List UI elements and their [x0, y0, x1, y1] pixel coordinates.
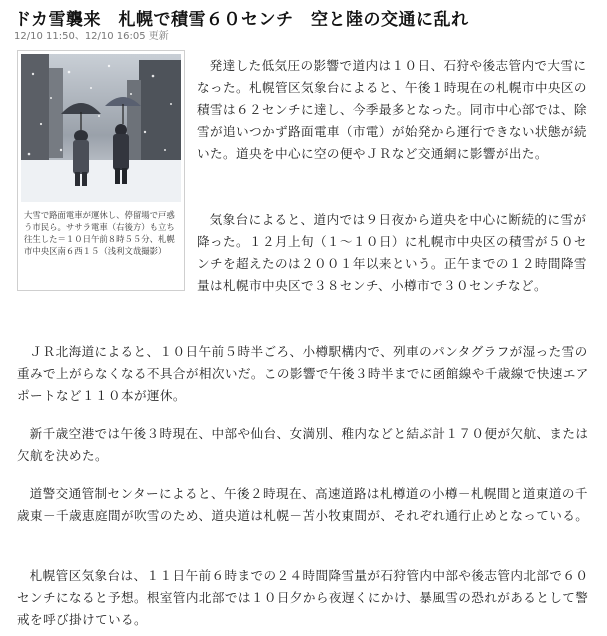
photo-figure — [17, 50, 185, 291]
photo-caption: 大雪で路面電車が運休し、停留場で戸惑う市民ら。ササラ電車（右後方）も立ち往生した＝１０日午前８時５５分、札幌市中央区南６西１５（浅利文哉撮影） — [24, 210, 175, 256]
paragraph-5: 道警交通管制センターによると、午後２時現在、高速道路は札樽道の小樽－札幌間と道東道の千歳東－千歳恵庭間が吹雪のため、道央道は札幌－苫小牧東間が、それぞれ通行止めとなっている。 — [17, 486, 589, 523]
photo-illustration — [21, 54, 181, 202]
article-timestamp: 12/10 11:50、12/10 16:05 更新 — [14, 31, 169, 42]
paragraph-6: 札幌管区気象台は、１１日午前６時までの２４時間降雪量が石狩管内中部や後志管内北部で６０センチになると予想。根室管内北部では１０日夕から夜遅くにかけ、暴風雪の恐れがあるとして警戒を呼び掛けている。 — [17, 568, 589, 627]
article-headline: ドカ雪襲来 札幌で積雪６０センチ 空と陸の交通に乱れ — [14, 10, 469, 30]
paragraph-1: 発達した低気圧の影響で道内は１０日、石狩や後志管内で大雪になった。札幌管区気象台によると、午後１時現在の札幌市中央区の積雪は６２センチに達し、今季最多となった。同市中心部では、除雪が追いつかず路面電車（市電）が始発から運行できない状態が続いた。道央を中心に空の便やＪＲなど交通網に影響が出た。 — [197, 58, 587, 161]
paragraph-2: 気象台によると、道内では９日夜から道央を中心に断続的に雪が降った。１２月上旬（１～１０日）に札幌市中央区の積雪が５０センチを超えたのは２００１年以来という。正午までの１２時間降雪量は札幌市中央区で３８センチ、小樽市で３０センチなど。 — [197, 212, 587, 293]
paragraph-3: ＪＲ北海道によると、１０日午前５時半ごろ、小樽駅構内で、列車のパンタグラフが湿った雪の重みで上がらなくなる不具合が相次いだ。この影響で午後３時半までに函館線や千歳線で快速エアポートなど１１０本が運休。 — [17, 344, 589, 403]
paragraph-4: 新千歳空港では午後３時現在、中部や仙台、女満別、稚内などと結ぶ計１７０便が欠航、または欠航を決めた。 — [17, 426, 589, 463]
snow-street-photo[interactable] — [21, 54, 181, 202]
